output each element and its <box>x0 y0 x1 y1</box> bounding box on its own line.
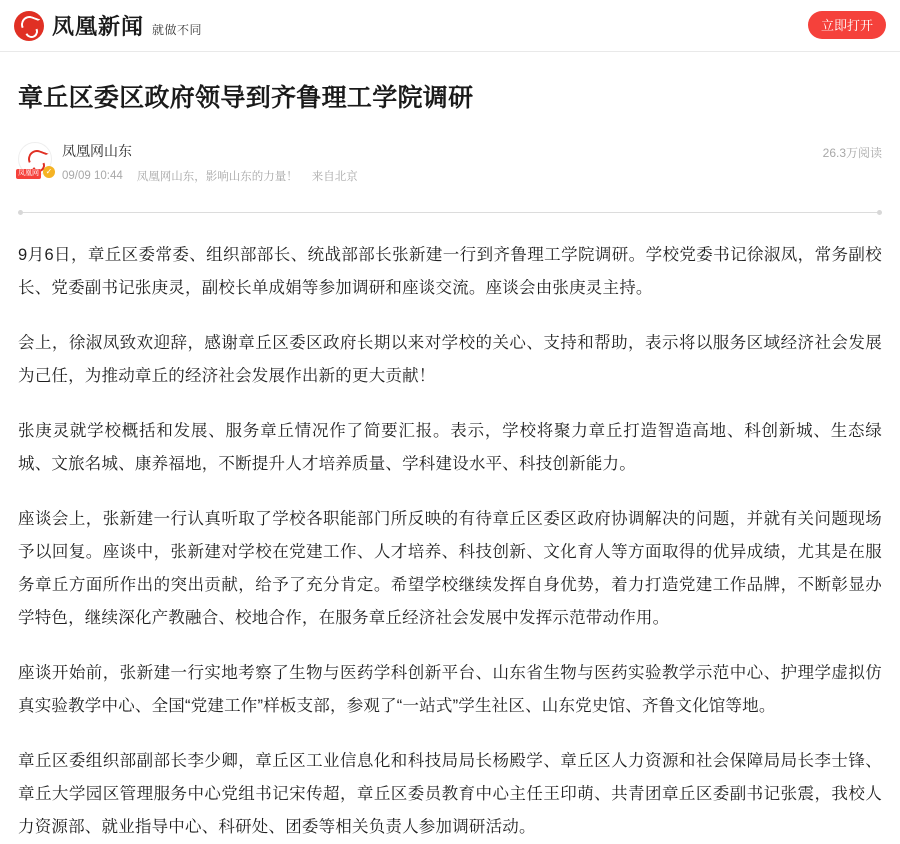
paragraph: 张庚灵就学校概括和发展、服务章丘情况作了简要汇报。表示，学校将聚力章丘打造智造高地、科创新城、生态绿城、文旅名城、康养福地，不断提升人才培养质量、学科建设水平、科技创新能力。 <box>18 421 882 473</box>
verified-check-icon: ✓ <box>43 166 55 178</box>
brand-slogan: 就做不同 <box>152 22 203 37</box>
paragraph: 座谈开始前，张新建一行实地考察了生物与医药学科创新平台、山东省生物与医药实验教学示范中心、护理学虚拟仿真实验教学中心、全国“党建工作”样板支部，参观了“一站式”学生社区、山东党史馆、齐鲁文化馆等地。 <box>18 663 882 715</box>
location-label: 来自北京 <box>311 170 358 183</box>
paragraph: 会上，徐淑凤致欢迎辞，感谢章丘区委区政府长期以来对学校的关心、支持和帮助，表示将以服务区域经济社会发展为己任，为推动章丘的经济社会发展作出新的更大贡献！ <box>18 333 882 385</box>
paragraph: 座谈会上，张新建一行认真听取了学校各职能部门所反映的有待章丘区委区政府协调解决的问题，并就有关问题现场予以回复。座谈中，张新建对学校在党建工作、人才培养、科技创新、文化育人等方面取得的优异成绩，尤其是在服务章丘方面所作出的突出贡献，给予了充分肯定。希望学校继续发挥自身优势，着力打造党建工作品牌，不断彰显办学特色，继续深化产教融合、校地合作，在服务章丘经济社会发展中发挥示范带动作用。 <box>18 509 882 627</box>
read-count: 26.3万阅读 <box>822 145 882 160</box>
timestamp: 09/09 10:44 <box>62 169 123 182</box>
brand-logo[interactable] <box>14 10 202 41</box>
source-name[interactable]: 凤凰网山东 <box>62 142 132 159</box>
meta-secondary-line <box>62 168 358 184</box>
article-body <box>18 239 882 844</box>
article-container <box>0 82 900 844</box>
divider <box>18 212 882 213</box>
article-meta <box>18 140 882 184</box>
paragraph: 9月6日，章丘区委常委、组织部部长、统战部部长张新建一行到齐鲁理工学院调研。学校党委书记徐淑凤，常务副校长、党委副书记张庚灵，副校长单成娟等参加调研和座谈交流。座谈会由张庚灵主持。 <box>18 245 882 297</box>
phoenix-logo-icon <box>14 11 44 41</box>
app-header <box>0 0 900 52</box>
brand-name: 凤凰新闻 <box>52 14 145 39</box>
avatar[interactable] <box>18 142 52 176</box>
paragraph: 章丘区委组织部副部长李少卿，章丘区工业信息化和科技局局长杨殿学、章丘区人力资源和社会保障局局长李士锋、章丘大学园区管理服务中心党组书记宋传超，章丘区委员教育中心主任王印萌、共青团章丘区委副书记张震，我校人力资源部、就业指导中心、科研处、团委等相关负责人参加调研活动。 <box>18 751 882 836</box>
source-slogan: 凤凰网山东，影响山东的力量！ <box>136 170 298 183</box>
verified-publisher-badge: 凤凰网 <box>18 169 39 177</box>
page-title: 章丘区委区政府领导到齐鲁理工学院调研 <box>18 84 474 112</box>
open-app-button[interactable]: 立即打开 <box>808 11 886 39</box>
meta-texts <box>62 140 358 184</box>
